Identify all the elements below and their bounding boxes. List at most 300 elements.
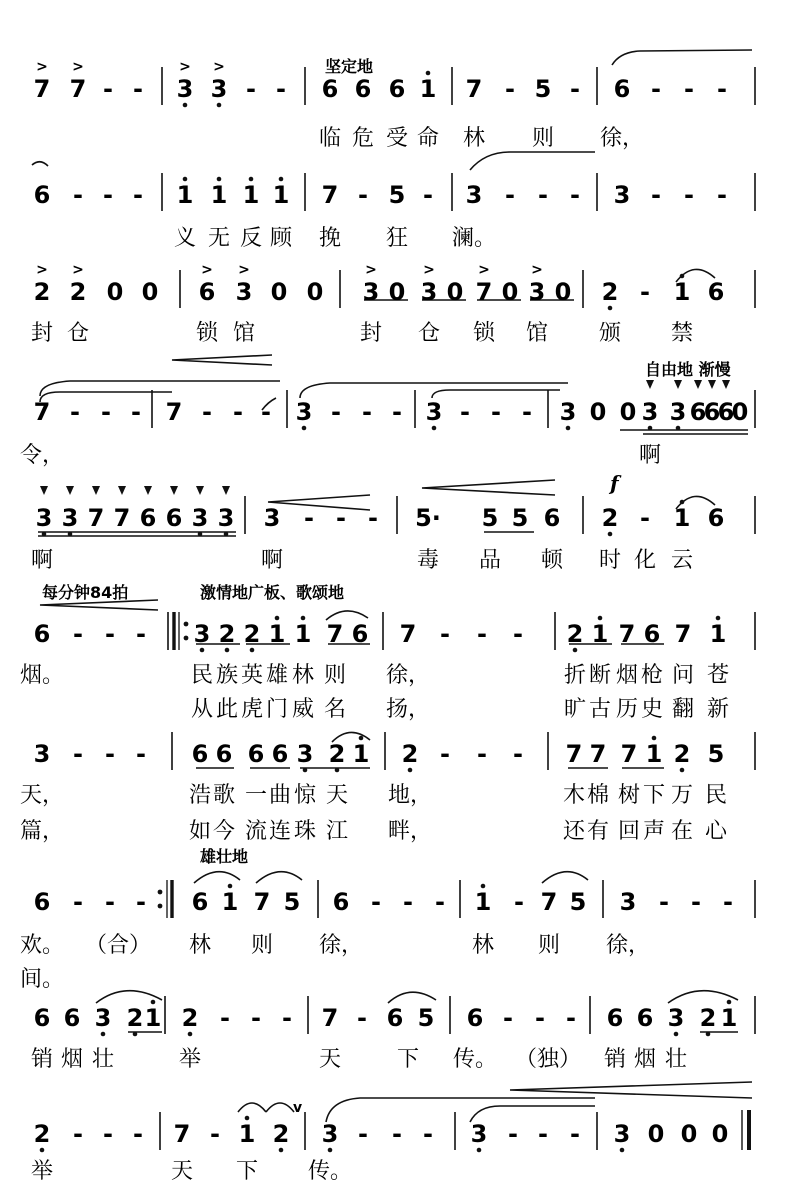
lyric: 传。 — [307, 1159, 353, 1184]
lyric: 历 — [615, 697, 639, 722]
lyric: 一 — [244, 783, 268, 808]
note: - — [423, 1120, 433, 1148]
note: 7 — [540, 888, 558, 916]
note: 6 — [543, 504, 561, 532]
decrescendo-hairpin — [422, 480, 555, 495]
note: - — [477, 740, 487, 768]
octave-dot-below — [133, 1032, 138, 1037]
repeat-dot — [184, 636, 189, 641]
note: - — [133, 181, 143, 209]
accent-mark: > — [72, 262, 84, 278]
note: 7 — [321, 1004, 339, 1032]
lyric: 临 — [318, 126, 342, 151]
note: 7 — [33, 398, 51, 426]
lyric: 时 — [598, 548, 622, 573]
note: - — [538, 181, 548, 209]
note: - — [423, 181, 433, 209]
note: 6 — [636, 1004, 654, 1032]
note: 3 — [669, 398, 687, 426]
note: 3 — [641, 398, 659, 426]
octave-dot-above — [275, 616, 280, 621]
note: - — [202, 398, 212, 426]
repeat-dot — [184, 622, 189, 627]
lyric: 天， — [19, 783, 65, 808]
note: 6 — [386, 1004, 404, 1032]
lyric: 族 — [215, 663, 239, 688]
lyric: 徐， — [385, 663, 431, 688]
note: 5 — [511, 504, 529, 532]
lyric: 啊 — [260, 548, 284, 573]
note: 1 — [591, 620, 609, 648]
note: 2 — [601, 278, 619, 306]
lyric: 枪 — [640, 663, 664, 688]
forte-mark: f — [610, 471, 619, 495]
lyric: 民 — [704, 783, 728, 808]
lyric: 曲 — [268, 783, 292, 808]
breath-mark: v — [293, 1100, 303, 1116]
note: 2 — [328, 740, 346, 768]
note: - — [371, 888, 381, 916]
note: - — [358, 181, 368, 209]
fermata-arc — [238, 1103, 266, 1112]
octave-dot-below — [608, 532, 613, 537]
note: 3 — [619, 888, 637, 916]
lyric: 门 — [265, 697, 289, 722]
octave-dot-above — [245, 1116, 250, 1121]
note: 0 — [501, 278, 519, 306]
note: 5 — [388, 181, 406, 209]
note: - — [477, 620, 487, 648]
note: 5 — [283, 888, 301, 916]
note: - — [282, 1004, 292, 1032]
lyric: 从 — [190, 697, 214, 722]
note: - — [570, 75, 580, 103]
note: 5 — [481, 504, 499, 532]
note: 1 — [474, 888, 492, 916]
note: 2 — [243, 620, 261, 648]
note: 7 — [399, 620, 417, 648]
note: 0 — [589, 398, 607, 426]
note: - — [723, 888, 733, 916]
accent-mark: > — [72, 59, 84, 75]
note: 3 — [559, 398, 577, 426]
accent-mark: > — [531, 262, 543, 278]
lyric: 林 — [188, 933, 212, 958]
staccato-wedge — [222, 486, 230, 495]
octave-dot-below — [198, 532, 203, 537]
lyric: 徐， — [605, 933, 651, 958]
staccato-wedge — [646, 380, 654, 389]
lyric: 则 — [323, 663, 347, 688]
note: 6 — [703, 398, 721, 426]
octave-dot-above — [151, 1000, 156, 1005]
octave-dot-above — [359, 736, 364, 741]
lyric: （独） — [514, 1047, 582, 1072]
lyric: 今 — [212, 819, 236, 844]
note: - — [220, 1004, 230, 1032]
octave-dot-below — [680, 768, 685, 773]
octave-dot-above — [249, 177, 254, 182]
lyric: 传。 — [452, 1047, 498, 1072]
note: - — [538, 1120, 548, 1148]
lyric: 销 — [30, 1047, 54, 1072]
note: 6 — [707, 278, 725, 306]
lyric: 有 — [586, 819, 610, 844]
lyric: 壮 — [91, 1047, 115, 1072]
slur-arc — [388, 992, 436, 1003]
lyric: 令， — [19, 443, 65, 468]
octave-dot-above — [652, 736, 657, 741]
octave-dot-below — [303, 768, 308, 773]
note: - — [403, 888, 413, 916]
expression-mark: 自由地 渐慢 — [645, 360, 731, 379]
lyric: 命 — [416, 126, 440, 151]
tie-arc — [40, 381, 280, 396]
note: - — [522, 398, 532, 426]
note: 3 — [295, 398, 313, 426]
note: - — [392, 398, 402, 426]
note: - — [505, 75, 515, 103]
lyric: （合） — [84, 933, 152, 958]
staccato-wedge — [674, 380, 682, 389]
lyric: 馆 — [232, 321, 256, 346]
octave-dot-below — [676, 426, 681, 431]
fermata-arc — [266, 1103, 294, 1112]
lyric: 壮 — [664, 1047, 688, 1072]
note: - — [440, 740, 450, 768]
note: 6 — [271, 740, 289, 768]
note: 1 — [673, 504, 691, 532]
note: 6 — [247, 740, 265, 768]
note: 3 — [33, 740, 51, 768]
note: 3 — [263, 504, 281, 532]
lyric: 颁 — [598, 321, 622, 346]
note: 0 — [306, 278, 324, 306]
lyric: 则 — [531, 126, 555, 151]
lyric: 苍 — [706, 663, 730, 688]
lyric: 烟 — [615, 663, 639, 688]
note: 7 — [326, 620, 344, 648]
lyric: 品 — [478, 548, 502, 573]
lyric: 万 — [670, 783, 694, 808]
octave-dot-above — [716, 616, 721, 621]
note: 7 — [565, 740, 583, 768]
lyric: 封 — [359, 321, 383, 346]
tie-arc — [612, 50, 752, 65]
note: - — [304, 504, 314, 532]
note: 0 — [731, 398, 749, 426]
accent-mark: > — [238, 262, 250, 278]
note: - — [105, 740, 115, 768]
expression-mark: 雄壮地 — [200, 847, 249, 866]
note: 7 — [253, 888, 271, 916]
note: - — [684, 181, 694, 209]
note: 6 — [33, 1004, 51, 1032]
note: 1 — [709, 620, 727, 648]
note: 1 — [238, 1120, 256, 1148]
staccato-wedge — [170, 486, 178, 495]
note: 1 — [673, 278, 691, 306]
lyric: 篇， — [19, 819, 65, 844]
note: 1 — [720, 1004, 738, 1032]
lyric: 则 — [250, 933, 274, 958]
note: 3 — [94, 1004, 112, 1032]
lyric: 史 — [640, 697, 664, 722]
lyric: 翻 — [671, 697, 695, 722]
note: - — [70, 398, 80, 426]
octave-dot-below — [335, 768, 340, 773]
octave-dot-below — [40, 1148, 45, 1153]
slur-arc — [256, 872, 302, 883]
note: 0 — [711, 1120, 729, 1148]
octave-dot-below — [250, 648, 255, 653]
note: 6 — [33, 620, 51, 648]
note: - — [566, 1004, 576, 1032]
note: 5 — [417, 1004, 435, 1032]
note: 7 — [475, 278, 493, 306]
octave-dot-above — [598, 616, 603, 621]
note: - — [103, 75, 113, 103]
octave-dot-below — [674, 1032, 679, 1037]
lyric: 云 — [670, 548, 694, 573]
lyric: 旷 — [563, 697, 587, 722]
note: - — [717, 75, 727, 103]
lyric: 天 — [325, 783, 349, 808]
lyric: 澜。 — [451, 226, 497, 251]
note: - — [659, 888, 669, 916]
lyric: 狂 — [385, 226, 409, 251]
note: 7 — [620, 740, 638, 768]
staccato-wedge — [40, 486, 48, 495]
lyric: 锁 — [195, 321, 219, 346]
note: 0 — [106, 278, 124, 306]
octave-dot-below — [706, 1032, 711, 1037]
lyric: 畔， — [387, 819, 433, 844]
note: - — [460, 398, 470, 426]
note: 3 — [235, 278, 253, 306]
note: - — [73, 1120, 83, 1148]
lyric: 馆 — [525, 321, 549, 346]
note: - — [491, 398, 501, 426]
lyric: 受 — [385, 126, 409, 151]
note: 1 — [210, 181, 228, 209]
note: 3 — [193, 620, 211, 648]
note: - — [508, 1120, 518, 1148]
note: 6 — [689, 398, 707, 426]
note: 7 — [87, 504, 105, 532]
lyric: 浩 — [188, 783, 212, 808]
lyric: 威 — [291, 697, 315, 722]
note: - — [246, 75, 256, 103]
lyric: 烟 — [60, 1047, 84, 1072]
note: - — [105, 620, 115, 648]
note: - — [210, 1120, 220, 1148]
note: 6 — [613, 75, 631, 103]
note: 6 — [63, 1004, 81, 1032]
staccato-wedge — [118, 486, 126, 495]
lyric: 心 — [704, 819, 728, 844]
lyric: 此 — [215, 697, 239, 722]
note: - — [105, 888, 115, 916]
lyric: 还 — [562, 819, 586, 844]
lyric: 顿 — [540, 548, 564, 573]
octave-dot-below — [608, 306, 613, 311]
note: 3 — [321, 1120, 339, 1148]
note: 0 — [270, 278, 288, 306]
octave-dot-below — [200, 648, 205, 653]
accent-mark: > — [365, 262, 377, 278]
lyric: 化 — [633, 548, 657, 573]
note: 5 — [534, 75, 552, 103]
lyric: 禁 — [670, 321, 694, 346]
lyric: 仓 — [417, 321, 441, 346]
note: 2 — [33, 1120, 51, 1148]
staccato-wedge — [92, 486, 100, 495]
lyric: 间。 — [19, 967, 65, 992]
octave-dot-below — [477, 1148, 482, 1153]
octave-dot-below — [68, 532, 73, 537]
note: 3 — [470, 1120, 488, 1148]
octave-dot-below — [217, 103, 222, 108]
note: - — [136, 740, 146, 768]
note: 6 — [354, 75, 372, 103]
octave-dot-below — [225, 648, 230, 653]
crescendo-hairpin — [268, 495, 370, 510]
lyric: 仓 — [66, 321, 90, 346]
slur-arc — [326, 611, 368, 620]
note: - — [103, 1120, 113, 1148]
note: 3 — [210, 75, 228, 103]
note: 2 — [69, 278, 87, 306]
staccato-wedge — [722, 380, 730, 389]
accent-mark: > — [36, 262, 48, 278]
octave-dot-above — [727, 1000, 732, 1005]
octave-dot-below — [42, 532, 47, 537]
decrescendo-hairpin — [510, 1082, 752, 1098]
note: - — [73, 888, 83, 916]
note: 1 — [268, 620, 286, 648]
note: 0 — [141, 278, 159, 306]
octave-dot-below — [573, 648, 578, 653]
octave-dot-above — [217, 177, 222, 182]
lyric: 在 — [670, 819, 694, 844]
lyric: 毒 — [416, 548, 440, 573]
lyric: 天 — [318, 1047, 342, 1072]
lyric: 顾 — [269, 226, 293, 251]
note: 6 — [332, 888, 350, 916]
lyric: 珠 — [293, 819, 317, 844]
lyric: 断 — [588, 663, 612, 688]
note: 6 — [388, 75, 406, 103]
octave-dot-above — [481, 884, 486, 889]
octave-dot-below — [432, 426, 437, 431]
note: - — [513, 620, 523, 648]
slur-arc — [194, 872, 240, 883]
note: 0 — [647, 1120, 665, 1148]
note: 1 — [419, 75, 437, 103]
note: 7 — [321, 181, 339, 209]
lyric: 下 — [396, 1047, 420, 1072]
note: 3 — [35, 504, 53, 532]
lyric: 林 — [462, 126, 486, 151]
note: - — [73, 181, 83, 209]
note: 7 — [33, 75, 51, 103]
accent-mark: > — [36, 59, 48, 75]
lyric: 问 — [671, 663, 695, 688]
lyric: 林 — [291, 663, 315, 688]
staccato-wedge — [144, 486, 152, 495]
note: 0 — [554, 278, 572, 306]
note: 6 — [466, 1004, 484, 1032]
note: 7 — [618, 620, 636, 648]
note: 0 — [680, 1120, 698, 1148]
note: 6 — [643, 620, 661, 648]
accent-mark: > — [201, 262, 213, 278]
lyric: 地， — [387, 783, 433, 808]
note: 7 — [465, 75, 483, 103]
note: 7 — [69, 75, 87, 103]
note: 3 — [61, 504, 79, 532]
note: 1 — [176, 181, 194, 209]
note: - — [513, 740, 523, 768]
note: - — [358, 1120, 368, 1148]
note: - — [640, 278, 650, 306]
note: 6 — [606, 1004, 624, 1032]
lyric: 徐， — [599, 126, 645, 151]
note: - — [440, 620, 450, 648]
note: 1 — [144, 1004, 162, 1032]
lyric: 新 — [706, 697, 730, 722]
note: - — [233, 398, 243, 426]
note: 5 — [569, 888, 587, 916]
note: 2 — [126, 1004, 144, 1032]
note: - — [651, 75, 661, 103]
lyric: 天 — [170, 1159, 194, 1184]
octave-dot-below — [566, 426, 571, 431]
note: 3 — [613, 1120, 631, 1148]
accent-mark: > — [423, 262, 435, 278]
note: 6 — [191, 740, 209, 768]
lyric: 声 — [642, 819, 666, 844]
note: - — [640, 504, 650, 532]
note: - — [101, 398, 111, 426]
note: 7 — [173, 1120, 191, 1148]
slur-arc — [326, 1098, 595, 1122]
note: 3 — [362, 278, 380, 306]
note: 2 — [218, 620, 236, 648]
note: 1 — [221, 888, 239, 916]
expression-mark: 每分钟84拍 — [42, 583, 129, 602]
note: 3 — [176, 75, 194, 103]
note: - — [691, 888, 701, 916]
staccato-wedge — [66, 486, 74, 495]
lyric: 举 — [178, 1047, 202, 1072]
note: - — [331, 398, 341, 426]
octave-dot-below — [188, 1032, 193, 1037]
octave-dot-below — [279, 1148, 284, 1153]
note: 2 — [181, 1004, 199, 1032]
note: - — [261, 398, 271, 426]
note: 2 — [601, 504, 619, 532]
slur-arc — [432, 390, 560, 398]
lyric: 烟。 — [19, 663, 65, 688]
expression-mark: 激情地广板、歌颂地 — [200, 583, 345, 602]
lyric: 扬， — [385, 697, 431, 722]
note: 1 — [242, 181, 260, 209]
note: 1 — [272, 181, 290, 209]
tie-arc — [32, 162, 48, 166]
lyric: 欢。 — [19, 933, 65, 958]
